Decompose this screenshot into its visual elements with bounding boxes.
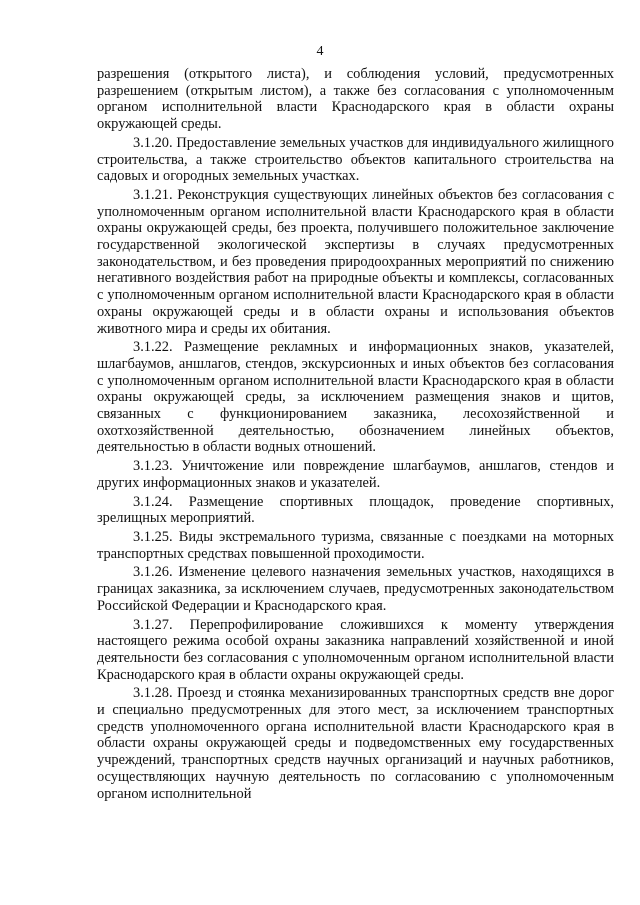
paragraph-3-1-21: 3.1.21. Реконструкция существующих линейных объектов без согласования с уполномоченным органом исполнительной власти Краснодарского края в области охраны окружающей среды, без проекта, получившего положительное заключение государственной экологической экспертизы в случаях предусмотренных законодательством, и без проведения природоохранных мероприятий по снижению негативного воздействия работ на природные объекты и комплексы, согласованных с уполномоченным органом исполнительной власти Краснодарского края в области охраны окружающей среды и в области охраны и использования объектов животного мира и среды их обитания.: [97, 186, 614, 337]
paragraph-continuation: разрешения (открытого листа), и соблюдения условий, предусмотренных разрешением (открытым листом), а также без согласования с уполномоченным органом исполнительной власти Краснодарского края в области охраны окружающей среды.: [97, 66, 614, 133]
paragraph-3-1-27: 3.1.27. Перепрофилирование сложившихся к моменту утверждения настоящего режима особой охраны заказника направлений хозяйственной и иной деятельности без согласования с уполномоченным органом исполнительной власти Краснодарского края в области охраны окружающей среды.: [97, 616, 614, 683]
paragraph-3-1-28: 3.1.28. Проезд и стоянка механизированных транспортных средств вне дорог и специально предусмотренных для этого мест, за исключением транспортных средств уполномоченного органа исполнительной власти Краснодарского края в области охраны окружающей среды и подведомственных ему государственных учреждений, транспортных средств научных организаций и научных работников, осуществляющих научную деятельность по согласованию с уполномоченным органом исполнительной: [97, 685, 614, 802]
paragraph-3-1-26: 3.1.26. Изменение целевого назначения земельных участков, находящихся в границах заказника, за исключением случаев, предусмотренных законодательством Российской Федерации и Краснодарского края.: [97, 564, 614, 614]
paragraph-3-1-24: 3.1.24. Размещение спортивных площадок, проведение спортивных, зрелищных мероприятий.: [97, 493, 614, 527]
document-body: [97, 66, 614, 802]
paragraph-3-1-22: 3.1.22. Размещение рекламных и информационных знаков, указателей, шлагбаумов, аншлагов, стендов, экскурсионных и иных объектов без согласования с уполномоченным органом исполнительной власти Краснодарского края в области охраны окружающей среды, за исключением размещения знаков и щитов, связанных с функционированием заказника, лесохозяйственной и охотхозяйственной деятельностью, обозначением линейных объектов, деятельностью в области водных отношений.: [97, 339, 614, 456]
paragraph-3-1-23: 3.1.23. Уничтожение или повреждение шлагбаумов, аншлагов, стендов и других информационных знаков и указателей.: [97, 458, 614, 491]
page-number: 4: [316, 44, 324, 59]
paragraph-3-1-20: 3.1.20. Предоставление земельных участков для индивидуального жилищного строительства, а также строительство объектов капитального строительства на садовых и огородных земельных участках.: [97, 134, 614, 185]
paragraph-3-1-25: 3.1.25. Виды экстремального туризма, связанные с поездками на моторных транспортных средствах повышенной проходимости.: [97, 528, 614, 562]
